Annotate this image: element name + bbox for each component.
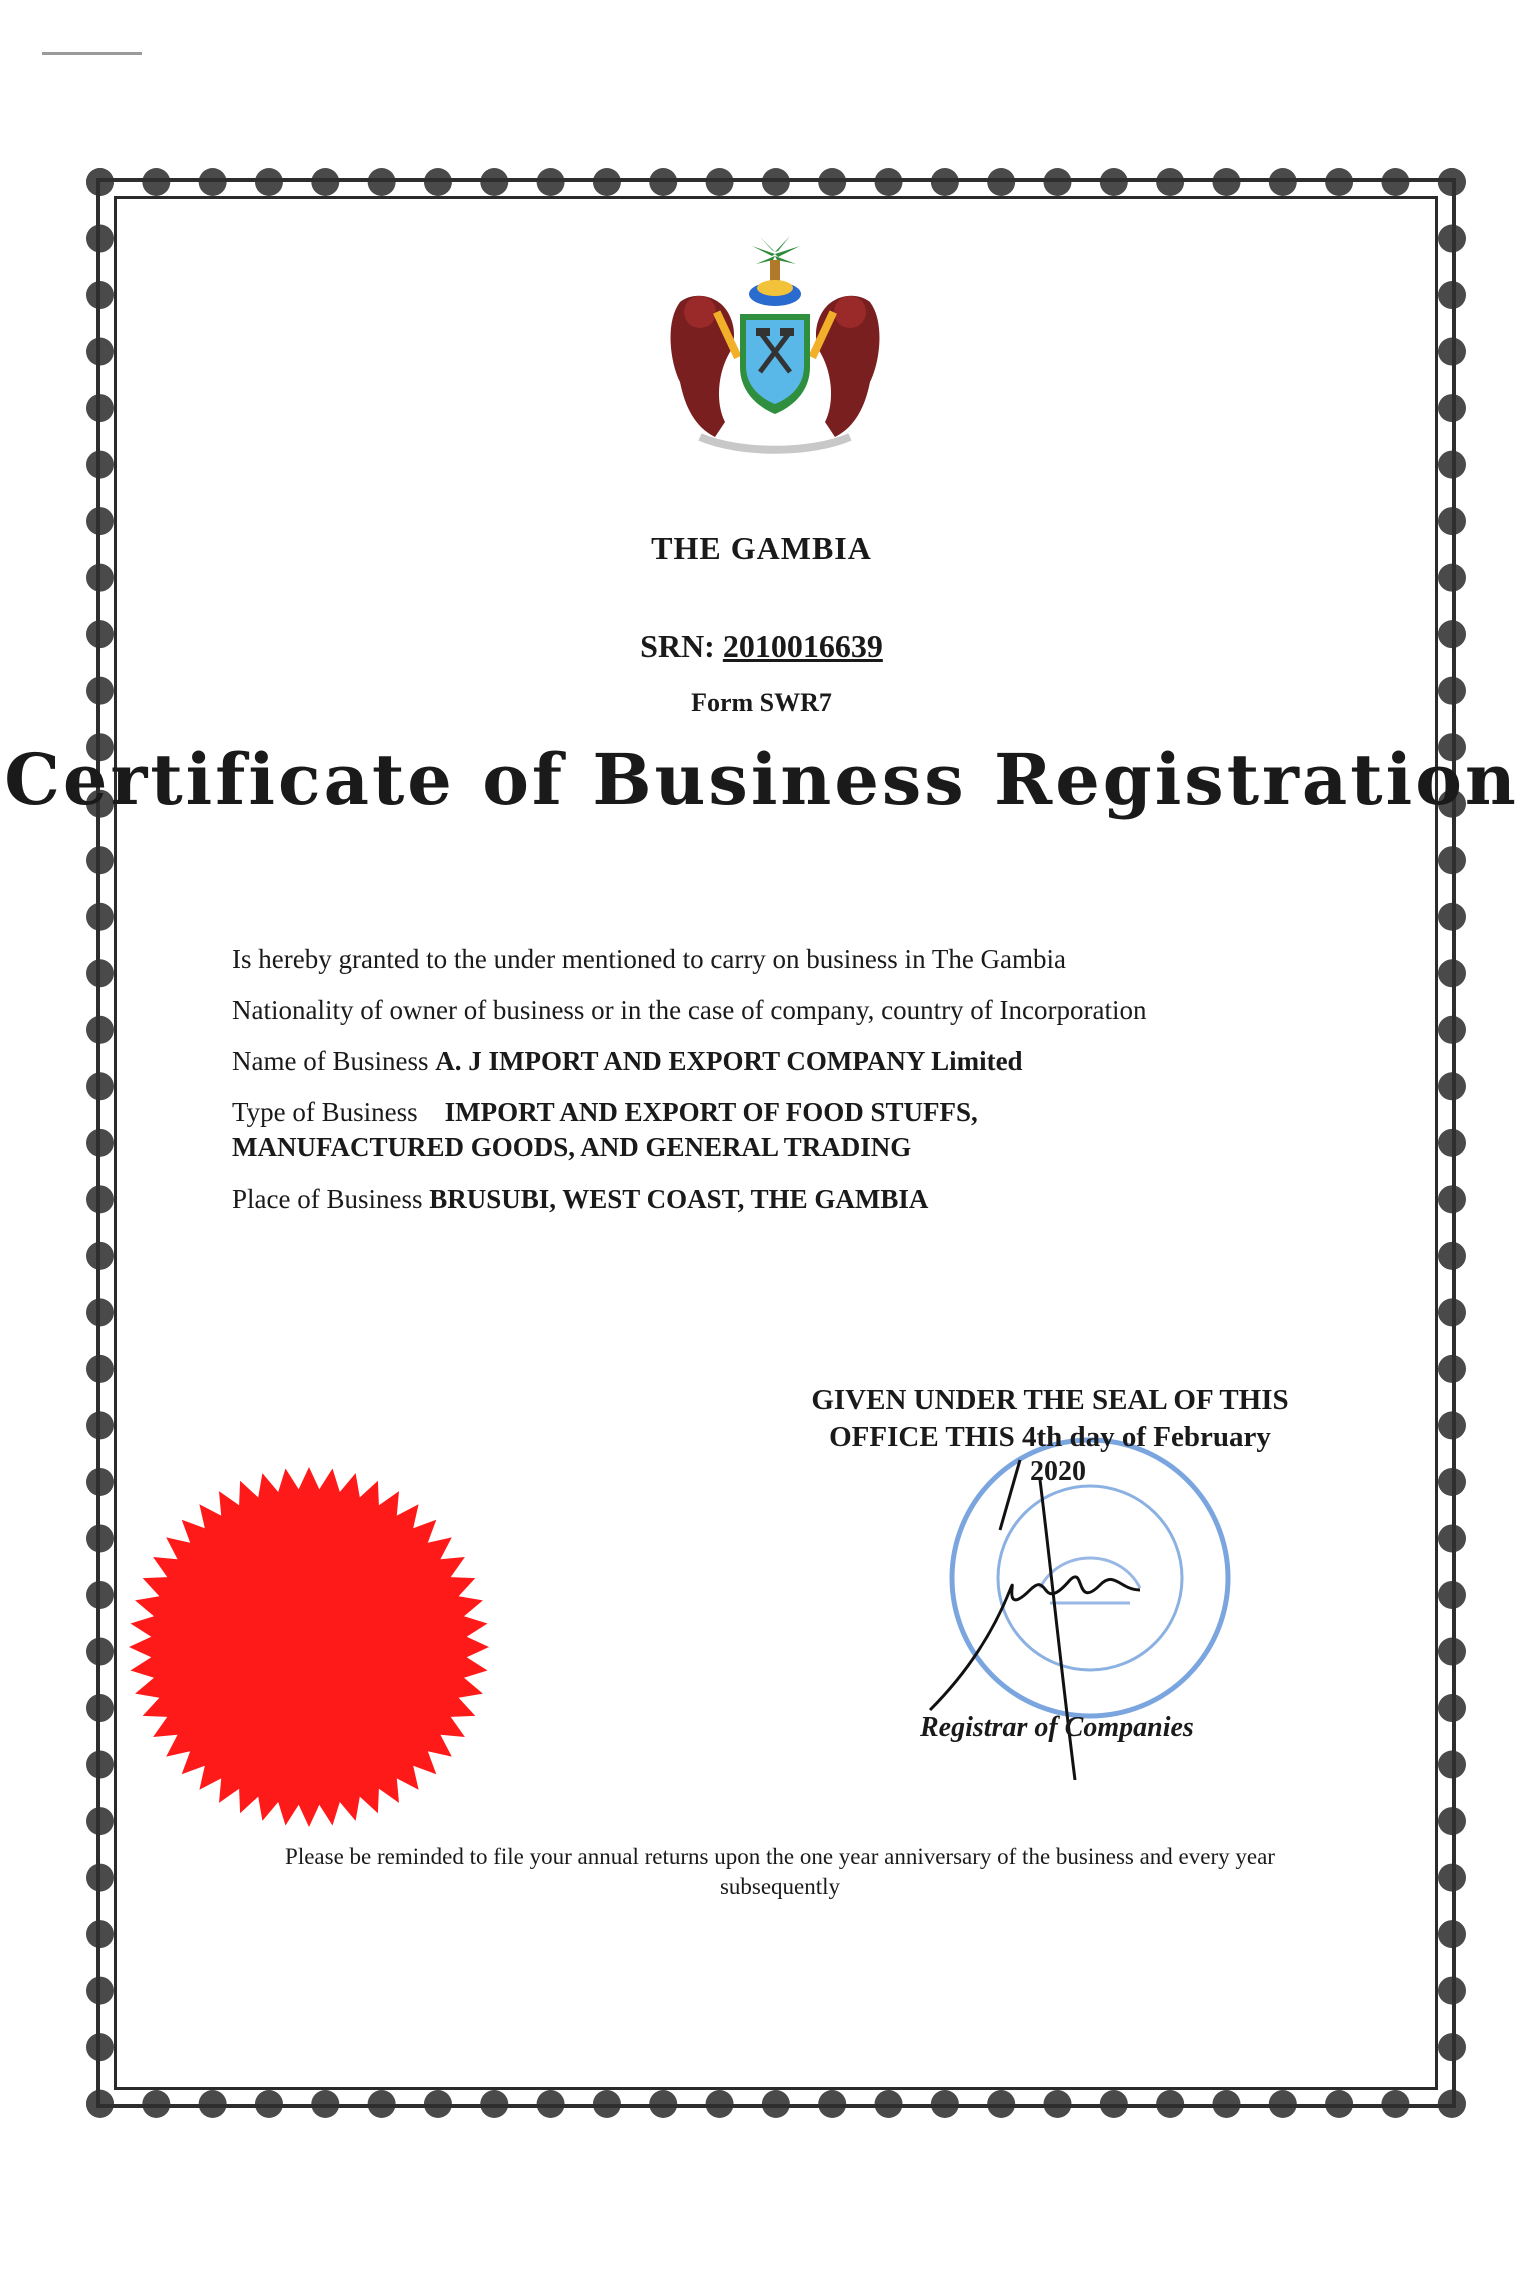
business-type-continuation <box>232 1132 911 1163</box>
srn-label: SRN: <box>640 628 715 664</box>
nationality-label: Nationality of owner of business or in the case of company, country of Incorporation <box>232 995 1147 1025</box>
business-type-value-line1: IMPORT AND EXPORT OF FOOD STUFFS, <box>444 1097 978 1127</box>
business-type-label: Type of Business <box>232 1097 418 1127</box>
business-name-row <box>232 1046 1023 1077</box>
business-place-row <box>232 1184 928 1215</box>
certificate-title: Certificate of Business Registration <box>4 738 1519 821</box>
business-name-label: Name of Business <box>232 1046 429 1076</box>
reminder-line-2: subsequently <box>719 1874 841 1899</box>
reminder-line-1: Please be reminded to file your annual returns upon the one year anniversary of the business and every year <box>285 1844 1275 1869</box>
given-line-1: GIVEN UNDER THE SEAL OF THIS <box>811 1384 1289 1416</box>
given-line-2: OFFICE THIS 4th day of February <box>829 1421 1271 1453</box>
given-year: 2020 <box>1030 1456 1086 1487</box>
grant-text: Is hereby granted to the under mentioned to carry on business in The Gambia <box>232 944 1067 974</box>
business-place-label: Place of Business <box>232 1184 423 1214</box>
country-heading: THE GAMBIA <box>651 530 872 566</box>
business-place-value: BRUSUBI, WEST COAST, THE GAMBIA <box>429 1184 929 1214</box>
coat-of-arms-emblem <box>660 232 890 462</box>
business-type-value-line2: MANUFACTURED GOODS, AND GENERAL TRADING <box>232 1132 912 1162</box>
registrar-title: Registrar of Companies <box>920 1712 1194 1743</box>
form-code: Form SWR7 <box>691 688 832 717</box>
red-wax-seal <box>124 1462 494 1832</box>
business-type-row <box>232 1097 978 1128</box>
business-name-value: A. J IMPORT AND EXPORT COMPANY Limited <box>435 1046 1023 1076</box>
registrar-signature <box>900 1440 1240 1800</box>
scan-mark <box>42 52 142 55</box>
srn-number: 2010016639 <box>722 628 883 664</box>
annual-returns-reminder <box>180 1842 1380 1902</box>
srn-line <box>0 628 1523 665</box>
